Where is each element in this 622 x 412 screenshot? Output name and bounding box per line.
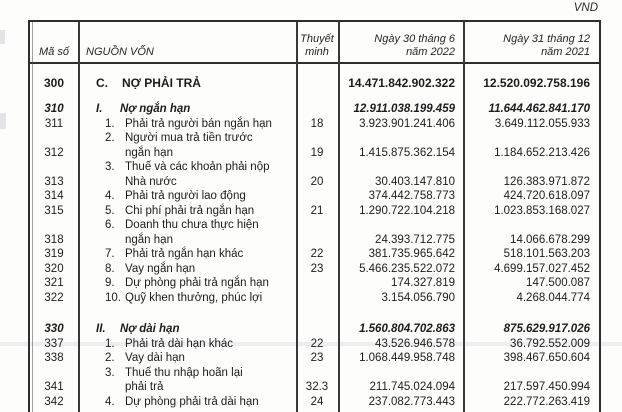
item-prefix: 4.	[105, 395, 115, 408]
cell-value-current: 174.327.819	[391, 277, 455, 290]
cell-nguon-von	[78, 263, 296, 275]
table-row	[30, 337, 599, 352]
item-prefix: II.	[96, 323, 106, 336]
cell-thuyet-minh: 19	[310, 146, 324, 159]
cell-value-current: 1.560.804.702.863	[359, 323, 455, 336]
cell-value-prior: 222.772.263.419	[503, 395, 590, 408]
item-prefix: 2.	[105, 132, 115, 145]
item-label: Nợ ngắn hạn	[120, 103, 191, 116]
cell-thuyet-minh: 20	[310, 175, 324, 188]
cell-thuyet-minh: 24	[310, 395, 324, 408]
item-prefix: 5.	[105, 204, 115, 217]
cell-nguon-von	[78, 76, 296, 90]
item-label: Doanh thu chưa thực hiện	[125, 219, 259, 232]
item-prefix: 7.	[105, 248, 115, 261]
cell-value-prior: 217.597.450.994	[503, 381, 590, 394]
column-divider	[463, 22, 465, 412]
cell-thuyet-minh: 18	[310, 117, 324, 130]
item-label: Dự phòng phải trả dài hạn	[125, 395, 259, 408]
header-thuyet-minh: Thuyết minh	[300, 33, 334, 58]
table-row	[30, 276, 599, 291]
cell-nguon-von	[78, 147, 296, 159]
cell-value-current: 24.393.712.775	[375, 233, 455, 246]
cell-value-current: 30.403.147.810	[375, 175, 455, 188]
cell-nguon-von	[78, 367, 296, 379]
table-header-row	[30, 22, 599, 64]
cell-value-current: 3.923.901.241.406	[359, 117, 455, 130]
table-body	[30, 64, 599, 409]
table-row	[30, 366, 599, 381]
column-divider	[338, 22, 340, 412]
cell-thuyet-minh: 23	[310, 262, 324, 275]
item-prefix: 8.	[105, 262, 115, 275]
cell-value-prior: 518.101.563.203	[503, 248, 590, 261]
item-label: Thuế thu nhập hoãn lại	[125, 366, 243, 379]
header-ma-so: Mã số	[39, 45, 69, 58]
cell-nguon-von	[78, 323, 296, 335]
table-row	[30, 160, 599, 175]
balance-sheet-table	[28, 20, 601, 412]
header-period-current	[338, 33, 463, 62]
item-label: Vay ngắn hạn	[125, 262, 196, 275]
item-prefix: 9.	[105, 277, 115, 290]
header-period-prior-line2: năm 2021	[541, 45, 590, 58]
cell-nguon-von	[78, 396, 296, 408]
cell-nguon-von	[78, 176, 296, 188]
cell-value-current: 14.471.842.902.322	[348, 75, 455, 90]
cell-nguon-von	[78, 103, 296, 115]
item-label: Quỹ khen thưởng, phúc lợi	[125, 291, 263, 304]
cell-value-prior: 14.066.678.299	[510, 233, 590, 246]
table-row	[30, 322, 599, 337]
table-row	[30, 175, 599, 190]
scan-artifact	[0, 113, 6, 129]
cell-nguon-von	[78, 292, 296, 304]
table-row	[30, 395, 599, 410]
cell-nguon-von	[78, 277, 296, 289]
cell-value-prior: 147.500.087	[526, 277, 590, 290]
table-row	[30, 351, 599, 366]
cell-nguon-von	[78, 248, 296, 260]
table-row	[30, 291, 599, 306]
item-label: Dự phòng phải trả ngắn hạn	[125, 277, 269, 290]
item-prefix: 2.	[105, 352, 115, 365]
cell-value-prior: 398.467.650.604	[503, 352, 590, 365]
header-period-prior	[463, 33, 599, 62]
table-row	[30, 247, 599, 262]
item-label: NỢ PHẢI TRẢ	[122, 75, 201, 90]
item-label: phải trả	[125, 381, 164, 394]
cell-ma-so: 312	[44, 146, 64, 159]
cell-value-prior: 1.184.652.213.426	[494, 146, 590, 159]
item-prefix: 6.	[105, 219, 115, 232]
cell-value-prior: 36.792.552.009	[510, 337, 590, 350]
item-label: Phải trả người lao động	[125, 190, 246, 203]
item-prefix: 3.	[105, 161, 115, 174]
cell-ma-so: 313	[44, 175, 64, 188]
item-prefix: 3.	[105, 366, 115, 379]
table-row	[30, 146, 599, 161]
cell-value-current: 237.082.773.443	[368, 395, 455, 408]
item-prefix: 4.	[105, 190, 115, 203]
cell-value-current: 3.154.056.790	[381, 291, 455, 304]
header-period-current-line2: năm 2022	[406, 45, 455, 58]
cell-value-prior: 12.520.092.758.196	[483, 75, 590, 90]
cell-nguon-von	[78, 219, 296, 231]
table-row	[30, 117, 599, 132]
item-label: Người mua trả tiền trước	[125, 132, 253, 145]
column-divider	[296, 22, 298, 412]
item-label: Nhà nước	[125, 175, 177, 188]
cell-value-current: 374.442.758.773	[368, 190, 455, 203]
item-label: Thuế và các khoản phải nộp	[125, 161, 270, 174]
table-row	[30, 233, 599, 248]
table-row	[30, 131, 599, 146]
cell-nguon-von	[78, 352, 296, 364]
item-label: Phải trả ngắn hạn khác	[125, 248, 244, 261]
cell-ma-so: 321	[44, 277, 64, 290]
cell-value-prior: 126.383.971.872	[503, 175, 590, 188]
cell-value-prior: 4.699.157.027.452	[494, 262, 590, 275]
item-label: Nợ dài hạn	[120, 323, 180, 336]
scan-artifact	[0, 30, 5, 44]
cell-ma-so: 338	[44, 352, 64, 365]
cell-thuyet-minh: 21	[310, 204, 324, 217]
cell-thuyet-minh: 22	[310, 337, 324, 350]
item-prefix: 10.	[105, 291, 121, 304]
cell-thuyet-minh: 32.3	[305, 381, 329, 394]
cell-value-current: 1.290.722.104.218	[359, 204, 455, 217]
table-row	[30, 204, 599, 219]
item-label: Phải trả dài hạn khác	[125, 337, 234, 350]
cell-value-current: 381.735.965.642	[368, 248, 455, 261]
header-period-current-line1: Ngày 30 tháng 6	[374, 33, 455, 45]
table-row	[30, 262, 599, 277]
cell-ma-so: 342	[44, 395, 64, 408]
cell-value-prior: 4.268.044.774	[516, 291, 590, 304]
item-prefix: C.	[96, 75, 108, 90]
cell-ma-so: 311	[44, 117, 64, 130]
cell-value-current: 12.911.038.199.459	[353, 103, 455, 116]
item-label: Phải trả người bán ngắn hạn	[125, 117, 272, 130]
item-label: ngắn hạn	[125, 233, 173, 246]
cell-value-current: 1.068.449.958.748	[359, 352, 455, 365]
cell-nguon-von	[78, 118, 296, 130]
cell-value-prior: 3.649.112.055.933	[494, 117, 590, 130]
cell-thuyet-minh: 22	[310, 248, 324, 261]
item-prefix: 1.	[105, 337, 115, 350]
cell-nguon-von	[78, 190, 296, 202]
cell-nguon-von	[78, 205, 296, 217]
cell-nguon-von	[78, 132, 296, 144]
table-row	[30, 66, 599, 99]
cell-ma-so: 314	[44, 190, 64, 203]
column-divider	[78, 22, 80, 412]
cell-ma-so: 322	[44, 291, 64, 304]
cell-ma-so: 319	[44, 248, 64, 261]
cell-ma-so: 310	[44, 103, 64, 116]
header-nguon-von: NGUỒN VỐN	[86, 45, 154, 58]
table-border-artifact	[32, 22, 33, 412]
cell-value-current: 43.526.946.578	[375, 337, 455, 350]
cell-value-current: 5.466.235.522.072	[359, 262, 455, 275]
cell-ma-so: 320	[44, 262, 64, 275]
cell-nguon-von	[78, 234, 296, 246]
item-prefix: I.	[96, 103, 103, 116]
cell-value-current: 211.745.024.094	[369, 381, 455, 394]
item-label: Chi phí phải trả ngắn hạn	[125, 204, 255, 217]
table-row	[30, 102, 599, 117]
table-row	[30, 218, 599, 233]
cell-value-prior: 11.644.462.841.170	[488, 103, 590, 116]
cell-value-prior: 875.629.917.026	[503, 323, 590, 336]
cell-ma-so: 330	[44, 323, 64, 336]
cell-nguon-von	[78, 338, 296, 350]
table-row	[30, 189, 599, 204]
cell-ma-so: 337	[44, 337, 64, 350]
header-period-prior-line1: Ngày 31 tháng 12	[503, 33, 590, 45]
item-prefix: 1.	[105, 117, 115, 130]
cell-value-prior: 424.720.618.097	[503, 190, 590, 203]
currency-label: VND	[573, 2, 598, 14]
cell-ma-so: 318	[44, 233, 64, 246]
table-row	[30, 380, 599, 395]
cell-nguon-von	[78, 381, 296, 393]
cell-ma-so: 300	[43, 75, 65, 90]
cell-nguon-von	[78, 161, 296, 173]
cell-value-current: 1.415.875.362.154	[359, 146, 455, 159]
cell-ma-so: 341	[44, 381, 64, 394]
item-label: Vay dài hạn	[125, 352, 185, 365]
cell-value-prior: 1.023.853.168.027	[494, 204, 590, 217]
cell-ma-so: 315	[44, 204, 64, 217]
item-label: ngắn hạn	[125, 146, 173, 159]
cell-thuyet-minh: 23	[310, 352, 324, 365]
